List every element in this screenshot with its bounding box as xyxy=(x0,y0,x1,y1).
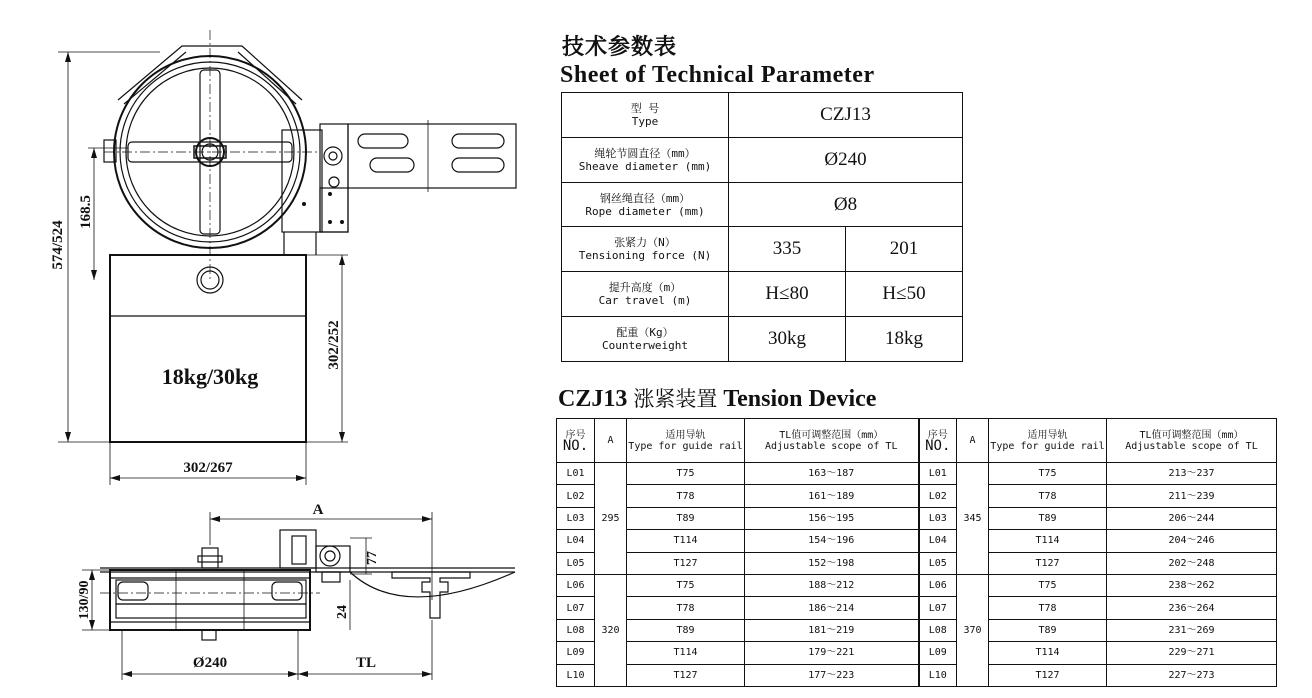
left-tl: 154～196 xyxy=(745,530,919,552)
table-row xyxy=(557,530,1277,552)
left-tl: 179～221 xyxy=(745,642,919,664)
plan-view xyxy=(77,502,515,680)
left-a-group-2: 320 xyxy=(595,574,627,686)
dim-168 xyxy=(78,148,128,280)
left-no: L03 xyxy=(557,507,595,529)
table-row xyxy=(557,463,1277,485)
tension-header-row xyxy=(557,419,1277,463)
header-tl-cn: TL值可调整范围（mm） xyxy=(1139,429,1244,441)
left-tl: 156～195 xyxy=(745,507,919,529)
left-no: L05 xyxy=(557,552,595,574)
tension-table xyxy=(556,418,1277,687)
table-row xyxy=(557,552,1277,574)
spec-value-1: H≤80 xyxy=(729,272,846,317)
left-no: L02 xyxy=(557,485,595,507)
table-row xyxy=(557,485,1277,507)
header-tl-cn: TL值可调整范围（mm） xyxy=(779,429,884,441)
right-rail: T127 xyxy=(989,664,1107,686)
left-no: L07 xyxy=(557,597,595,619)
left-rail: T127 xyxy=(627,552,745,574)
left-no: L08 xyxy=(557,619,595,641)
right-tl: 227～273 xyxy=(1107,664,1277,686)
technical-drawing xyxy=(0,0,540,698)
header-a: A xyxy=(595,419,627,463)
dim-302-252 xyxy=(306,255,348,442)
table-row xyxy=(557,642,1277,664)
counterweight-box xyxy=(110,255,306,442)
spec-label-cn: 型 号 xyxy=(630,101,660,115)
spec-row-travel xyxy=(562,272,963,317)
spec-row-sheave xyxy=(562,137,963,182)
right-no: L06 xyxy=(919,574,957,596)
tension-title-cn: 涨紧装置 xyxy=(633,387,718,411)
right-tl: 236～264 xyxy=(1107,597,1277,619)
dim-total-height-label: 574/524 xyxy=(50,220,66,270)
right-tl: 238～262 xyxy=(1107,574,1277,596)
header-no-cn: 序号 xyxy=(565,429,586,441)
left-a-group-1: 295 xyxy=(595,463,627,575)
tension-title-en: Tension Device xyxy=(723,386,877,412)
header-tl-en: Adjustable scope of TL xyxy=(1125,440,1258,452)
spec-row-counterweight xyxy=(562,317,963,362)
dim-130-90-label: 130/90 xyxy=(77,580,92,620)
table-row xyxy=(557,574,1277,596)
spec-label-cn: 绳轮节圆直径（mm） xyxy=(594,146,696,160)
spec-row-force xyxy=(562,227,963,272)
dim-24-label: 24 xyxy=(335,605,350,619)
right-rail: T89 xyxy=(989,507,1107,529)
spec-value-2: 18kg xyxy=(846,317,963,362)
spec-label-en: Car travel (m) xyxy=(598,294,692,308)
left-no: L01 xyxy=(557,463,595,485)
right-a-group-2: 370 xyxy=(957,574,989,686)
table-row xyxy=(557,597,1277,619)
spec-row-type xyxy=(562,93,963,138)
left-rail: T75 xyxy=(627,574,745,596)
spec-value-1: 335 xyxy=(729,227,846,272)
dim-168-label: 168.5 xyxy=(78,195,94,229)
right-no: L03 xyxy=(919,507,957,529)
spec-label-en: Tensioning force (N) xyxy=(578,249,712,263)
tension-title xyxy=(558,383,876,413)
dim-302-267 xyxy=(110,442,306,485)
right-tl: 213～237 xyxy=(1107,463,1277,485)
spec-label-cn: 提升高度（m） xyxy=(608,281,682,295)
dim-total-height xyxy=(50,52,160,442)
left-rail: T114 xyxy=(627,642,745,664)
right-rail: T75 xyxy=(989,463,1107,485)
left-rail: T78 xyxy=(627,597,745,619)
right-rail: T78 xyxy=(989,597,1107,619)
right-no: L09 xyxy=(919,642,957,664)
mounting-bracket xyxy=(282,120,516,232)
tension-title-prefix: CZJ13 xyxy=(558,386,628,412)
right-no: L08 xyxy=(919,619,957,641)
table-row xyxy=(557,507,1277,529)
right-tl: 206～244 xyxy=(1107,507,1277,529)
header-no-en: NO. xyxy=(562,437,589,454)
right-no: L04 xyxy=(919,530,957,552)
header-tl-en: Adjustable scope of TL xyxy=(765,440,898,452)
header-rail-en: Type for guide rail xyxy=(628,440,743,452)
header-rail-cn: 适用导轨 xyxy=(1027,429,1068,441)
spec-title-en: Sheet of Technical Parameter xyxy=(560,62,875,88)
left-rail: T127 xyxy=(627,664,745,686)
left-no: L10 xyxy=(557,664,595,686)
left-rail: T89 xyxy=(627,619,745,641)
header-a: A xyxy=(957,419,989,463)
left-rail: T89 xyxy=(627,507,745,529)
spec-value: CZJ13 xyxy=(729,93,963,138)
dim-a-label: A xyxy=(312,502,324,518)
right-no: L01 xyxy=(919,463,957,485)
weight-label: 18kg/30kg xyxy=(161,364,259,389)
right-tl: 204～246 xyxy=(1107,530,1277,552)
right-no: L05 xyxy=(919,552,957,574)
spec-label-en: Type xyxy=(631,114,659,128)
spec-value-2: H≤50 xyxy=(846,272,963,317)
spec-label-cn: 张紧力（N） xyxy=(614,236,676,250)
right-rail: T75 xyxy=(989,574,1107,596)
right-tl: 231～269 xyxy=(1107,619,1277,641)
right-no: L07 xyxy=(919,597,957,619)
spec-value-2: 201 xyxy=(846,227,963,272)
right-no: L10 xyxy=(919,664,957,686)
spec-table xyxy=(561,92,963,362)
header-rail-en: Type for guide rail xyxy=(990,440,1105,452)
right-rail: T89 xyxy=(989,619,1107,641)
right-rail: T78 xyxy=(989,485,1107,507)
right-tl: 202～248 xyxy=(1107,552,1277,574)
spec-label-en: Rope diameter (mm) xyxy=(585,204,705,218)
spec-label-en: Counterweight xyxy=(601,339,689,353)
spec-value-1: 30kg xyxy=(729,317,846,362)
dim-302-252-label: 302/252 xyxy=(326,320,342,370)
left-no: L09 xyxy=(557,642,595,664)
spec-title-cn: 技术参数表 xyxy=(562,35,678,60)
left-tl: 177～223 xyxy=(745,664,919,686)
left-tl: 181～219 xyxy=(745,619,919,641)
left-tl: 161～189 xyxy=(745,485,919,507)
table-row xyxy=(557,619,1277,641)
left-tl: 152～198 xyxy=(745,552,919,574)
spec-value: Ø240 xyxy=(729,137,963,182)
spec-label-cn: 钢丝绳直径（mm） xyxy=(599,191,691,205)
sheave-wheel xyxy=(104,30,320,282)
right-a-group-1: 345 xyxy=(957,463,989,575)
spec-value: Ø8 xyxy=(729,182,963,227)
dim-tl-label: TL xyxy=(355,655,377,671)
left-rail: T114 xyxy=(627,530,745,552)
spec-label-cn: 配重（Kg） xyxy=(616,326,674,340)
spec-label-en: Sheave diameter (mm) xyxy=(578,159,712,173)
dim-240-label: Ø240 xyxy=(192,655,228,671)
right-rail: T127 xyxy=(989,552,1107,574)
dim-77-label: 77 xyxy=(365,551,380,565)
left-rail: T78 xyxy=(627,485,745,507)
spec-row-rope xyxy=(562,182,963,227)
header-rail-cn: 适用导轨 xyxy=(665,429,706,441)
right-rail: T114 xyxy=(989,530,1107,552)
dim-302-267-label: 302/267 xyxy=(183,460,233,476)
right-no: L02 xyxy=(919,485,957,507)
left-no: L04 xyxy=(557,530,595,552)
left-tl: 188～212 xyxy=(745,574,919,596)
table-row xyxy=(557,664,1277,686)
header-no-en: NO. xyxy=(925,437,951,454)
left-rail: T75 xyxy=(627,463,745,485)
header-no-cn: 序号 xyxy=(927,429,948,441)
left-tl: 163～187 xyxy=(745,463,919,485)
right-tl: 229～271 xyxy=(1107,642,1277,664)
right-tl: 211～239 xyxy=(1107,485,1277,507)
left-tl: 186～214 xyxy=(745,597,919,619)
left-no: L06 xyxy=(557,574,595,596)
right-rail: T114 xyxy=(989,642,1107,664)
